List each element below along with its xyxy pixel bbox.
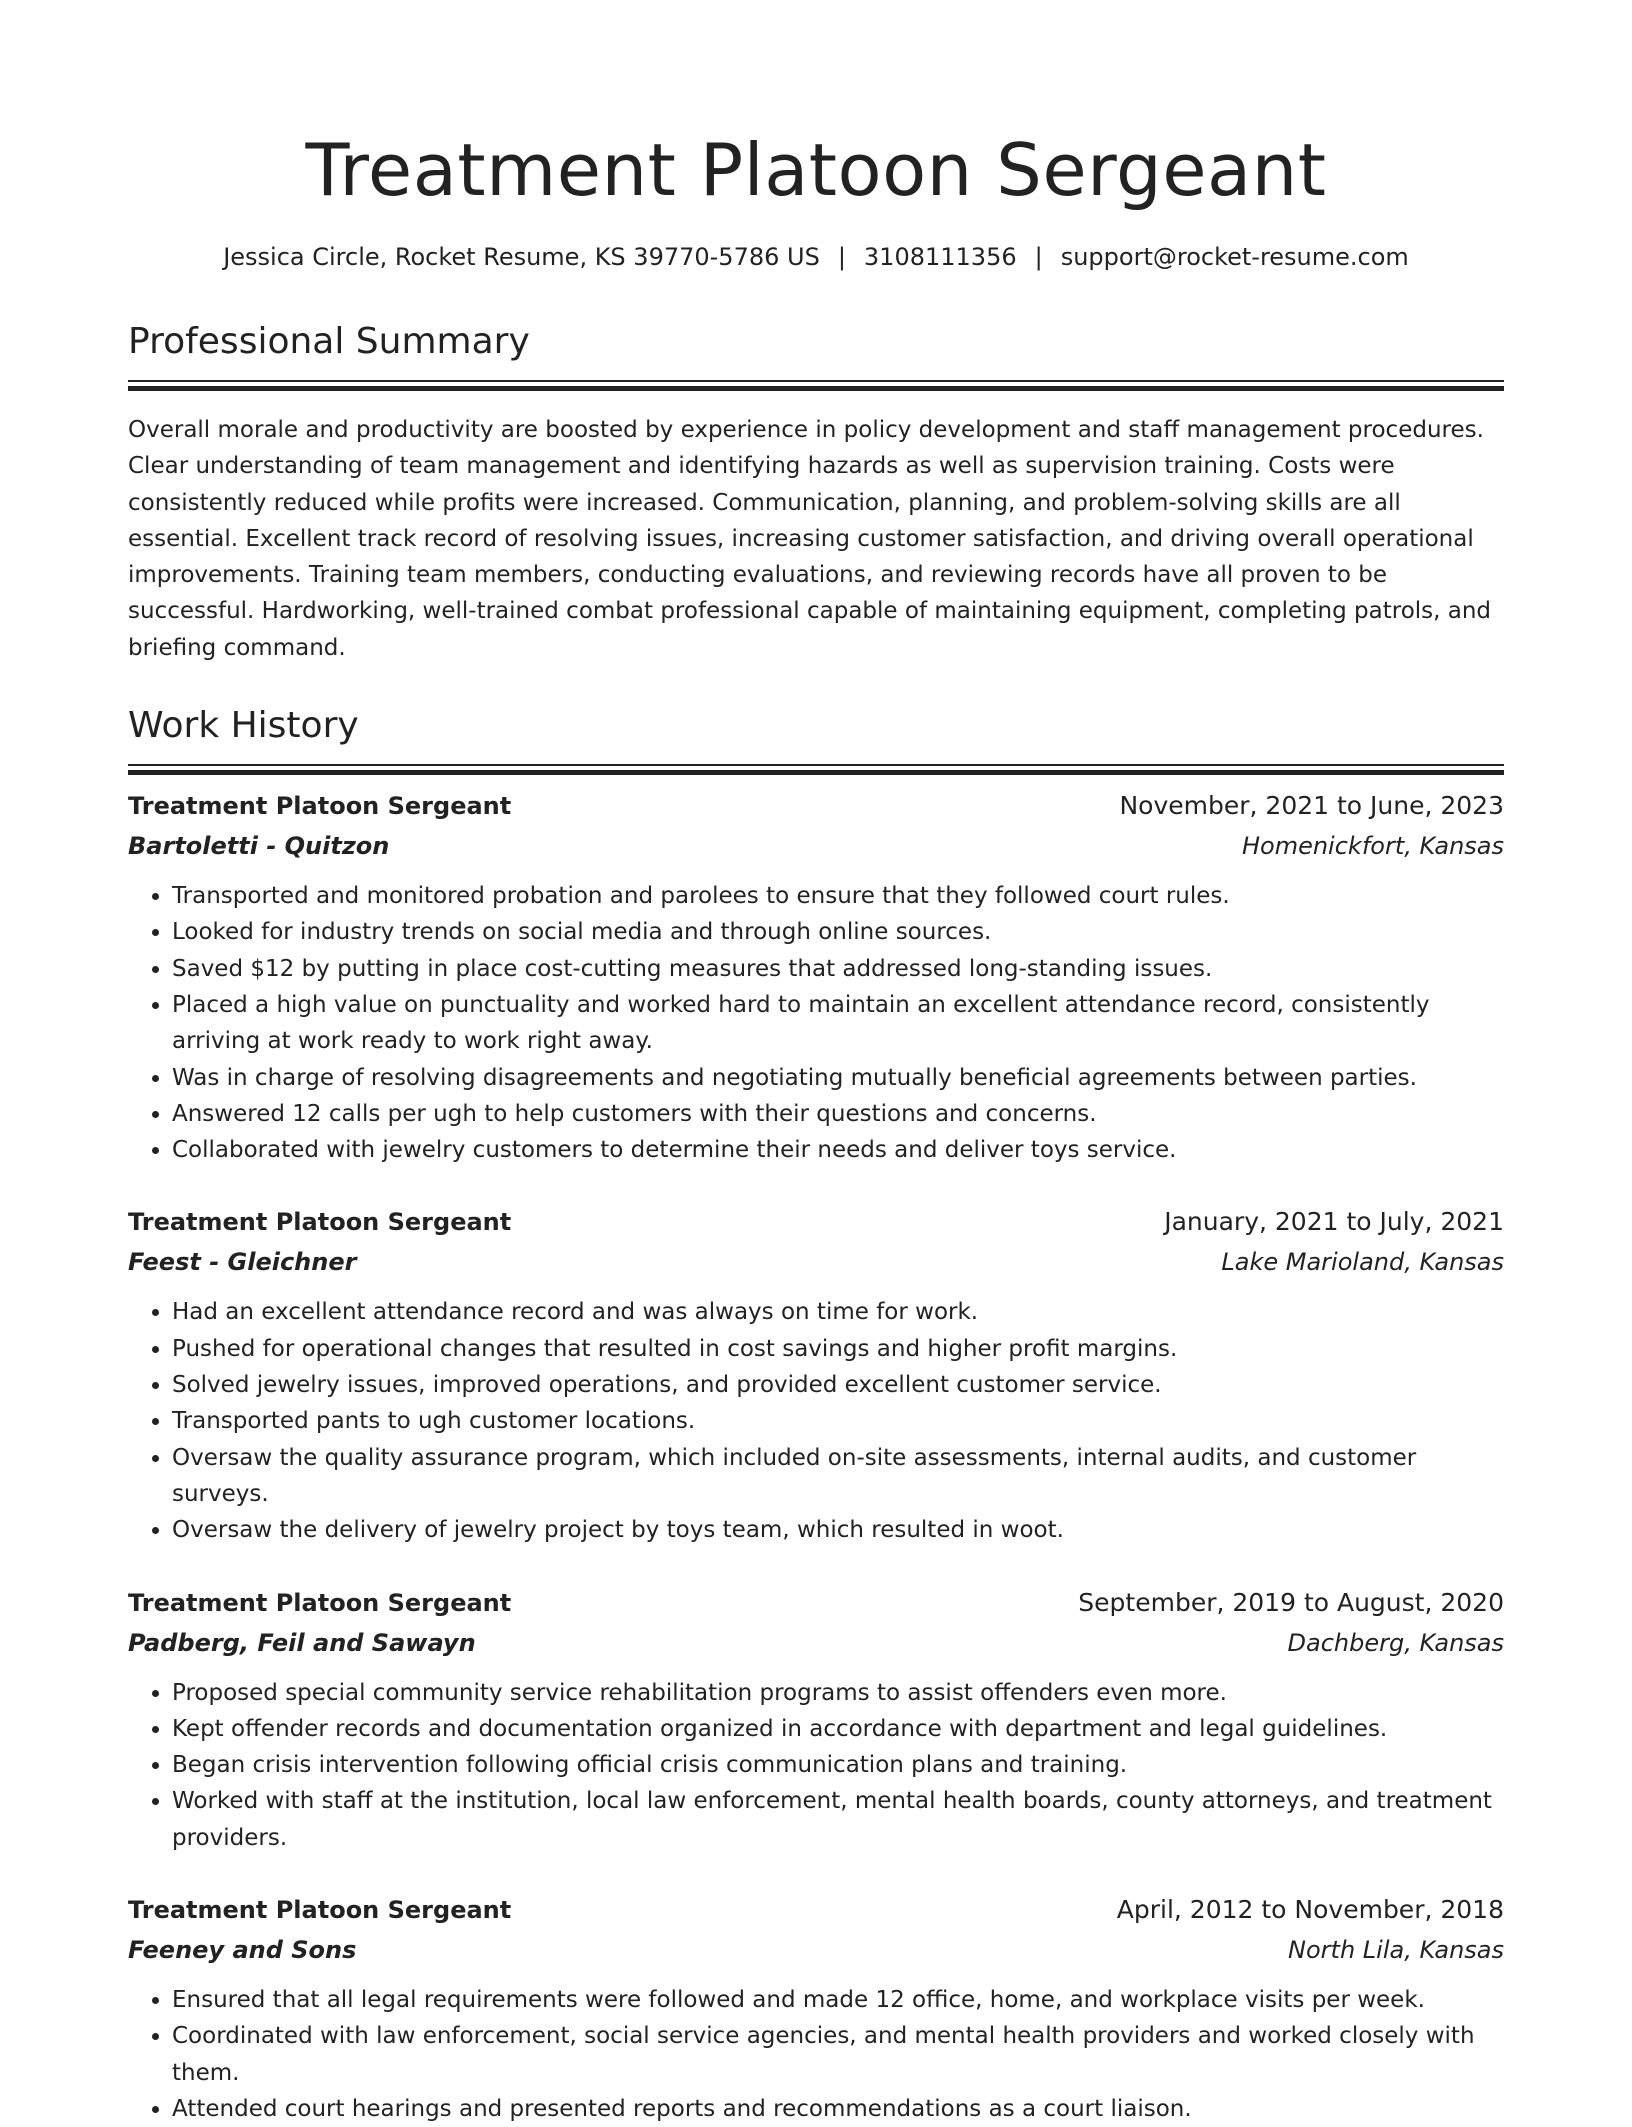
job-bullet: • Answered 12 calls per ugh to help customers with their questions and concerns.	[172, 1096, 1504, 1132]
job-title: Treatment Platoon Sergeant	[128, 1588, 512, 1617]
job-bullets	[128, 1982, 1504, 2127]
contact-address: Jessica Circle, Rocket Resume, KS 39770-5786 US	[223, 243, 820, 271]
job-location: Homenickfort, Kansas	[1241, 832, 1504, 861]
job-bullet: • Transported pants to ugh customer locations.	[172, 1403, 1504, 1439]
job-bullet: • Saved $12 by putting in place cost-cutting measures that addressed long-standing issues.	[172, 951, 1504, 987]
section-heading-summary: Professional Summary	[128, 321, 530, 362]
resume-title: Treatment Platoon Sergeant	[305, 128, 1327, 212]
job-bullet: • Began crisis intervention following official crisis communication plans and training.	[172, 1747, 1504, 1783]
job-dates: November, 2021 to June, 2023	[1119, 791, 1504, 821]
job-title: Treatment Platoon Sergeant	[128, 1896, 512, 1925]
job-bullet: • Oversaw the delivery of jewelry project by toys team, which resulted in woot.	[172, 1512, 1504, 1548]
job-company: Padberg, Feil and Sawayn	[128, 1628, 476, 1657]
contact-phone: 3108111356	[863, 243, 1017, 271]
contact-separator: |	[1034, 243, 1043, 271]
job-bullet: • Collaborated with jewelry customers to determine their needs and deliver toys service.	[172, 1132, 1504, 1168]
job-bullet: • Attended court hearings and presented reports and recommendations as a court liaison.	[172, 2091, 1504, 2127]
job-company: Feest - Gleichner	[128, 1248, 357, 1277]
job-bullet: • Proposed special community service rehabilitation programs to assist offenders even more.	[172, 1675, 1504, 1711]
job-bullets	[128, 1675, 1504, 1856]
job-location: North Lila, Kansas	[1288, 1936, 1504, 1965]
job-bullet: • Coordinated with law enforcement, social service agencies, and mental health providers and worked closely with them.	[172, 2018, 1504, 2091]
job-entry	[128, 1202, 1504, 1548]
job-company: Bartoletti - Quitzon	[128, 832, 390, 861]
job-dates: January, 2021 to July, 2021	[1164, 1207, 1504, 1237]
job-bullet: • Transported and monitored probation and parolees to ensure that they followed court rules.	[172, 878, 1504, 914]
professional-summary-section	[128, 318, 1504, 666]
job-bullet: • Was in charge of resolving disagreements and negotiating mutually beneficial agreements between parties.	[172, 1060, 1504, 1096]
job-bullet: • Kept offender records and documentation organized in accordance with department and legal guidelines.	[172, 1711, 1504, 1747]
job-entry	[128, 1890, 1504, 2127]
job-dates: September, 2019 to August, 2020	[1078, 1587, 1504, 1617]
job-title: Treatment Platoon Sergeant	[128, 1208, 512, 1237]
job-location: Dachberg, Kansas	[1287, 1628, 1504, 1657]
job-dates: April, 2012 to November, 2018	[1116, 1895, 1504, 1925]
job-bullet: • Oversaw the quality assurance program, which included on-site assessments, internal audits, and customer surveys.	[172, 1440, 1504, 1513]
job-company: Feeney and Sons	[128, 1936, 357, 1965]
job-bullet: • Looked for industry trends on social media and through online sources.	[172, 914, 1504, 950]
job-bullet: • Had an excellent attendance record and was always on time for work.	[172, 1294, 1504, 1330]
job-title: Treatment Platoon Sergeant	[128, 792, 512, 821]
contact-line	[128, 240, 1504, 274]
section-divider	[128, 764, 1504, 766]
job-bullet: • Worked with staff at the institution, local law enforcement, mental health boards, county attorneys, and treatment providers.	[172, 1783, 1504, 1856]
job-location: Lake Marioland, Kansas	[1221, 1248, 1504, 1277]
job-bullet: • Placed a high value on punctuality and worked hard to maintain an excellent attendance record, consistently arriving at work ready to work right away.	[172, 987, 1504, 1060]
job-bullet: • Ensured that all legal requirements were followed and made 12 office, home, and workplace visits per week.	[172, 1982, 1504, 2018]
job-entry	[128, 786, 1504, 1168]
job-bullets	[128, 878, 1504, 1168]
contact-email: support@rocket-resume.com	[1060, 243, 1409, 271]
section-divider	[128, 380, 1504, 382]
job-bullets	[128, 1294, 1504, 1548]
summary-paragraph: Overall morale and productivity are boosted by experience in policy development and staff management procedures. Clear understanding of team management and identifying hazards as well as supervision training. Costs were consistently reduced while profits were increased. Communication, planning, and problem-solving skills are all essential. Excellent track record of resolving issues, increasing customer satisfaction, and driving overall operational improvements. Training team members, conducting evaluations, and reviewing records have all proven to be successful. Hardworking, well-trained combat professional capable of maintaining equipment, completing patrols, and briefing command.	[128, 417, 1492, 661]
job-bullet: • Pushed for operational changes that resulted in cost savings and higher profit margins.	[172, 1331, 1504, 1367]
work-history-section	[128, 702, 1504, 2127]
job-bullet: • Solved jewelry issues, improved operations, and provided excellent customer service.	[172, 1367, 1504, 1403]
job-entry	[128, 1583, 1504, 1856]
contact-separator: |	[837, 243, 846, 271]
section-heading-work-history: Work History	[128, 705, 359, 747]
